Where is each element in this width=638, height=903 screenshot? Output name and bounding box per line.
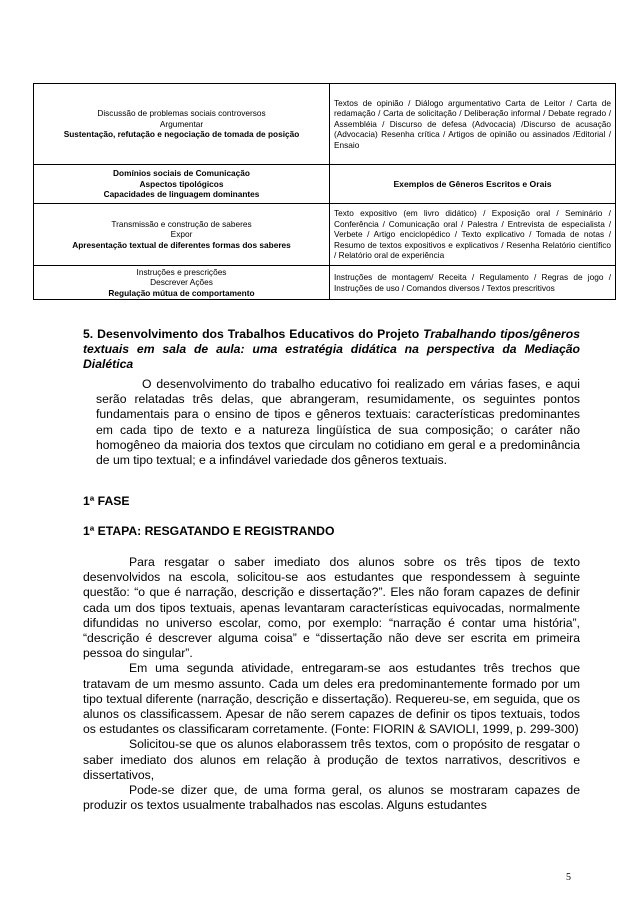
- section-heading: [83, 327, 580, 373]
- phase-heading: 1ª FASE: [83, 494, 130, 508]
- table-header-row: [34, 165, 616, 204]
- header-domain: Domínios sociais de Comunicação: [113, 168, 250, 179]
- domain-label: Discussão de problemas sociais controversos: [97, 108, 266, 119]
- table-cell-domain: [34, 84, 330, 165]
- typology-label: Expor: [170, 229, 193, 240]
- development-paragraph: O desenvolvimento do trabalho educativo foi realizado em várias fases, e aqui serão relatadas três delas, que abrangeram, resumidamente, os seguintes pontos fundamentais para o ensino de tipos e gêneros textuais: características predominantes em cada tipo de texto e a natureza lingüística de sua composição; o caráter não homogêneo da maioria dos textos que circulam no cotidiano em geral e a predominância de um tipo textual; e a infindável variedade dos gêneros textuais.: [96, 377, 580, 468]
- table-row: [34, 266, 616, 300]
- table-cell-domain: [34, 266, 330, 300]
- table-cell-domain: [34, 204, 330, 266]
- table-cell-examples: Instruções de montagem/ Receita / Regulamento / Regras de jogo / Instruções de uso / Comandos diversos / Textos prescritivos: [330, 266, 616, 300]
- capacity-label: Apresentação textual de diferentes formas dos saberes: [72, 239, 291, 250]
- header-capacity: Capacidades de linguagem dominantes: [103, 189, 260, 200]
- body-paragraph: Solicitou-se que os alunos elaborassem três textos, com o propósito de resgatar o saber imediato dos alunos em relação à produção de textos narrativos, descritivos e dissertativos,: [83, 737, 580, 782]
- domain-label: Transmissão e construção de saberes: [111, 218, 252, 229]
- section-heading-number: 5. Desenvolvimento dos Trabalhos Educativos do Projeto: [83, 327, 420, 341]
- table-row: [34, 204, 616, 266]
- table-row: [34, 84, 616, 165]
- capacity-label: Sustentação, refutação e negociação de tomada de posição: [63, 129, 300, 140]
- page-number: 5: [566, 872, 571, 883]
- header-typology: Aspectos tipológicos: [139, 178, 224, 189]
- typology-label: Argumentar: [159, 118, 204, 129]
- table-header-right: Exemplos de Gêneros Escritos e Orais: [330, 165, 616, 204]
- table-cell-examples: Texto expositivo (em livro didático) / Exposição oral / Seminário / Conferência / Comunicação oral / Palestra / Entrevista de especialista / Verbete / Artigo enciclopédico / Texto explicativo / Tomada de notas / Resumo de textos expositivos e explicativos / Resenha Relatório científico / Relatório oral de experiência: [330, 204, 616, 266]
- table-cell-examples: Textos de opinião / Diálogo argumentativo Carta de Leitor / Carta de redamação / Carta de solicitação / Deliberação informal / Debate regrado / Assembléia / Discurso de defesa (Advocacia) /Discurso de acusação (Advocacia) Resenha crítica / Artigos de opinião ou assinados /Editorial / Ensaio: [330, 84, 616, 165]
- body-paragraph: Em uma segunda atividade, entregaram-se aos estudantes três trechos que tratavam de um mesmo assunto. Cada um deles era predominantemente formado por um tipo textual diferente (narração, descrição e dissertação). Requereu-se, em seguida, que os alunos os classificassem. Apesar de não serem capazes de definir os tipos textuais, todos os estudantes os classificaram corretamente. (Fonte: FIORIN & SAVIOLI, 1999, p. 299-300): [83, 661, 580, 737]
- body-paragraph: Para resgatar o saber imediato dos alunos sobre os três tipos de texto desenvolvidos na escola, solicitou-se aos estudantes que respondessem à seguinte questão: “o que é narração, descrição e dissertação?”. Eles não foram capazes de definir cada um dos tipos textuais, apenas levantaram características equivocadas, normalmente difundidas no universo escolar, como, por exemplo: “narração é contar uma história”, “descrição é descrever alguma coisa” e “dissertação não deve ser escrita em primeira pessoa do singular”.: [83, 555, 580, 661]
- genres-table: [33, 83, 616, 300]
- section-heading-italic: Trabalhando tipos/gêneros textuais em sala de aula: uma estratégia didática na perspectiva da Mediação Dialética: [83, 327, 580, 372]
- body-paragraph: Pode-se dizer que, de uma forma geral, os alunos se mostraram capazes de produzir os textos usualmente trabalhados nas escolas. Alguns estudantes: [83, 783, 580, 813]
- stage-heading: 1ª ETAPA: RESGATANDO E REGISTRANDO: [83, 524, 335, 538]
- table-header-left: [34, 165, 330, 204]
- capacity-label: Regulação mútua de comportamento: [108, 287, 255, 298]
- stage-body: [83, 555, 580, 813]
- domain-label: Instruções e prescrições: [136, 267, 227, 277]
- typology-label: Descrever Ações: [150, 277, 213, 288]
